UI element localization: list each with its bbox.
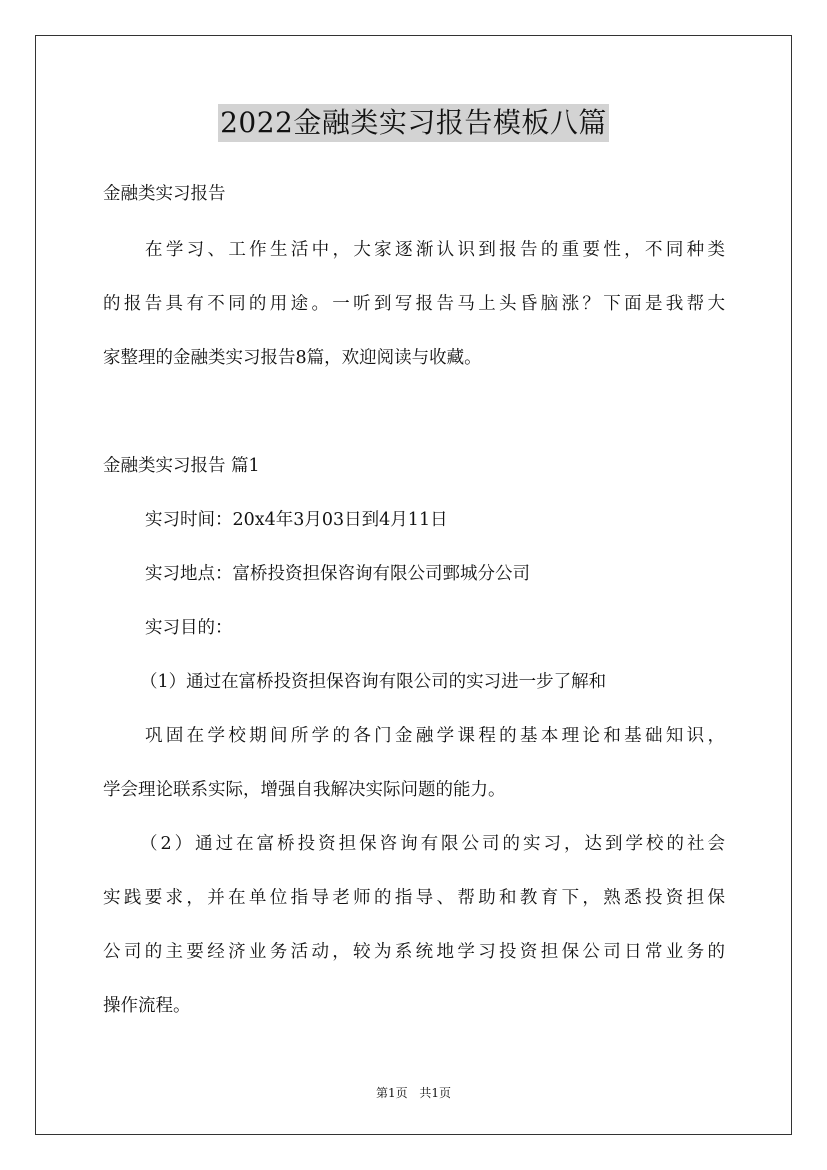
document-title: 2022金融类实习报告模板八篇 (218, 104, 609, 142)
page-footer (0, 1084, 827, 1101)
document-subtitle: 金融类实习报告 (103, 184, 226, 204)
internship-place: 实习地点：富桥投资担保咨询有限公司鄄城分公司 (145, 564, 530, 584)
page-number: 第1页 (375, 1086, 408, 1100)
page-total: 共1页 (419, 1086, 452, 1100)
section-heading: 金融类实习报告 篇1 (103, 456, 260, 476)
purpose-label: 实习目的： (145, 618, 233, 638)
purpose-2-line-4: 操作流程。 (103, 996, 191, 1016)
internship-time: 实习时间：20x4年3月03日到4月11日 (145, 510, 448, 530)
title-container (0, 104, 827, 142)
purpose-1-line-3: 学会理论联系实际，增强自我解决实际问题的能力。 (103, 780, 506, 800)
purpose-1-line-1: （1）通过在富桥投资担保咨询有限公司的实习进一步了解和 (140, 672, 607, 692)
intro-line-2: 的报告具有不同的用途。一听到写报告马上头昏脑涨？下面是我帮大 (103, 294, 725, 314)
intro-line-1: 在学习、工作生活中，大家逐渐认识到报告的重要性，不同种类 (145, 240, 725, 260)
intro-line-3: 家整理的金融类实习报告8篇，欢迎阅读与收藏。 (103, 348, 482, 368)
purpose-1-line-2: 巩固在学校期间所学的各门金融学课程的基本理论和基础知识， (145, 726, 725, 746)
purpose-2-line-1: （2）通过在富桥投资担保咨询有限公司的实习，达到学校的社会 (140, 834, 725, 854)
purpose-2-line-2: 实践要求，并在单位指导老师的指导、帮助和教育下，熟悉投资担保 (103, 888, 725, 908)
purpose-2-line-3: 公司的主要经济业务活动，较为系统地学习投资担保公司日常业务的 (103, 942, 725, 962)
